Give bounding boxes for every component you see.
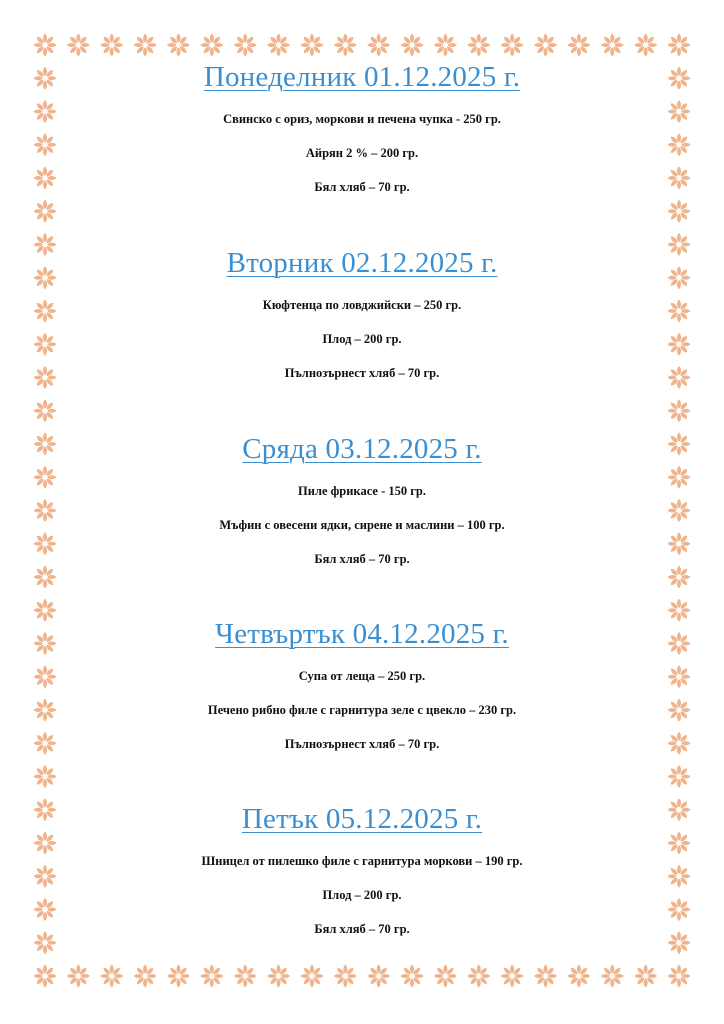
day-title-tuesday: Вторник 02.12.2025 г. [226, 247, 498, 279]
menu-item: Печено рибно филе с гарнитура зеле с цвекло – 230 гр. [207, 703, 517, 717]
eight-petal-flower-icon [34, 466, 57, 489]
eight-petal-flower-icon [34, 300, 57, 323]
day-friday [60, 802, 664, 937]
eight-petal-flower-icon [34, 67, 57, 90]
menu-items-thursday [60, 669, 664, 752]
eight-petal-flower-icon [34, 832, 57, 855]
day-title-wednesday: Сряда 03.12.2025 г. [242, 433, 482, 465]
eight-petal-flower-icon [668, 599, 691, 622]
menu-item: Мъфин с овесени ядки, сирене и маслини – 100 гр. [219, 518, 505, 532]
eight-petal-flower-icon [34, 233, 57, 256]
day-title-monday: Понеделник 01.12.2025 г. [203, 61, 521, 93]
eight-petal-flower-icon [34, 333, 57, 356]
menu-items-tuesday [60, 298, 664, 381]
eight-petal-flower-icon [668, 67, 691, 90]
eight-petal-flower-icon [668, 333, 691, 356]
eight-petal-flower-icon [34, 699, 57, 722]
menu-item: Плод – 200 гр. [322, 888, 402, 902]
eight-petal-flower-icon [668, 233, 691, 256]
eight-petal-flower-icon [668, 200, 691, 223]
menu-item: Пиле фрикасе - 150 гр. [298, 484, 426, 498]
menu-item: Шницел от пилешко филе с гарнитура моркови – 190 гр. [201, 854, 523, 868]
eight-petal-flower-icon [34, 133, 57, 156]
eight-petal-flower-icon [34, 632, 57, 655]
day-title-thursday: Четвъртък 04.12.2025 г. [215, 618, 509, 650]
eight-petal-flower-icon [668, 798, 691, 821]
eight-petal-flower-icon [34, 599, 57, 622]
menu-item: Свинско с ориз, моркови и печена чупка - 250 гр. [223, 112, 501, 126]
eight-petal-flower-icon [668, 566, 691, 589]
eight-petal-flower-icon [668, 399, 691, 422]
eight-petal-flower-icon [34, 532, 57, 555]
eight-petal-flower-icon [668, 832, 691, 855]
menu-item: Бял хляб – 70 гр. [314, 180, 410, 194]
eight-petal-flower-icon [34, 865, 57, 888]
eight-petal-flower-icon [34, 798, 57, 821]
menu-items-wednesday [60, 484, 664, 567]
eight-petal-flower-icon [668, 965, 691, 988]
eight-petal-flower-icon [668, 699, 691, 722]
eight-petal-flower-icon [668, 34, 691, 57]
menu-items-monday [60, 112, 664, 195]
eight-petal-flower-icon [668, 765, 691, 788]
eight-petal-flower-icon [34, 765, 57, 788]
menu-item: Плод – 200 гр. [322, 332, 402, 346]
eight-petal-flower-icon [34, 200, 57, 223]
eight-petal-flower-icon [34, 399, 57, 422]
eight-petal-flower-icon [34, 499, 57, 522]
eight-petal-flower-icon [668, 300, 691, 323]
eight-petal-flower-icon [34, 433, 57, 456]
eight-petal-flower-icon [668, 366, 691, 389]
eight-petal-flower-icon [668, 499, 691, 522]
eight-petal-flower-icon [34, 931, 57, 954]
day-wednesday [60, 432, 664, 567]
menu-item: Бял хляб – 70 гр. [314, 922, 410, 936]
eight-petal-flower-icon [34, 965, 57, 988]
eight-petal-flower-icon [668, 100, 691, 123]
menu-item: Бял хляб – 70 гр. [314, 552, 410, 566]
day-title-friday: Петък 05.12.2025 г. [241, 803, 483, 835]
day-monday [60, 60, 664, 195]
eight-petal-flower-icon [668, 898, 691, 921]
eight-petal-flower-icon [668, 266, 691, 289]
eight-petal-flower-icon [34, 100, 57, 123]
eight-petal-flower-icon [668, 931, 691, 954]
eight-petal-flower-icon [34, 167, 57, 190]
menu-item: Пълнозърнест хляб – 70 гр. [284, 366, 440, 380]
eight-petal-flower-icon [668, 732, 691, 755]
eight-petal-flower-icon [34, 898, 57, 921]
eight-petal-flower-icon [668, 433, 691, 456]
day-tuesday [60, 246, 664, 381]
eight-petal-flower-icon [34, 34, 57, 57]
eight-petal-flower-icon [34, 366, 57, 389]
eight-petal-flower-icon [34, 566, 57, 589]
menu-content [60, 0, 664, 1024]
menu-item: Айрян 2 % – 200 гр. [305, 146, 419, 160]
eight-petal-flower-icon [668, 665, 691, 688]
menu-item: Пълнозърнест хляб – 70 гр. [284, 737, 440, 751]
eight-petal-flower-icon [668, 167, 691, 190]
eight-petal-flower-icon [668, 865, 691, 888]
eight-petal-flower-icon [668, 466, 691, 489]
eight-petal-flower-icon [668, 632, 691, 655]
day-thursday [60, 617, 664, 752]
menu-item: Кюфтенца по ловджийски – 250 гр. [262, 298, 462, 312]
menu-items-friday [60, 854, 664, 937]
eight-petal-flower-icon [668, 532, 691, 555]
menu-item: Супа от леща – 250 гр. [298, 669, 426, 683]
eight-petal-flower-icon [668, 133, 691, 156]
eight-petal-flower-icon [34, 665, 57, 688]
eight-petal-flower-icon [34, 732, 57, 755]
eight-petal-flower-icon [34, 266, 57, 289]
